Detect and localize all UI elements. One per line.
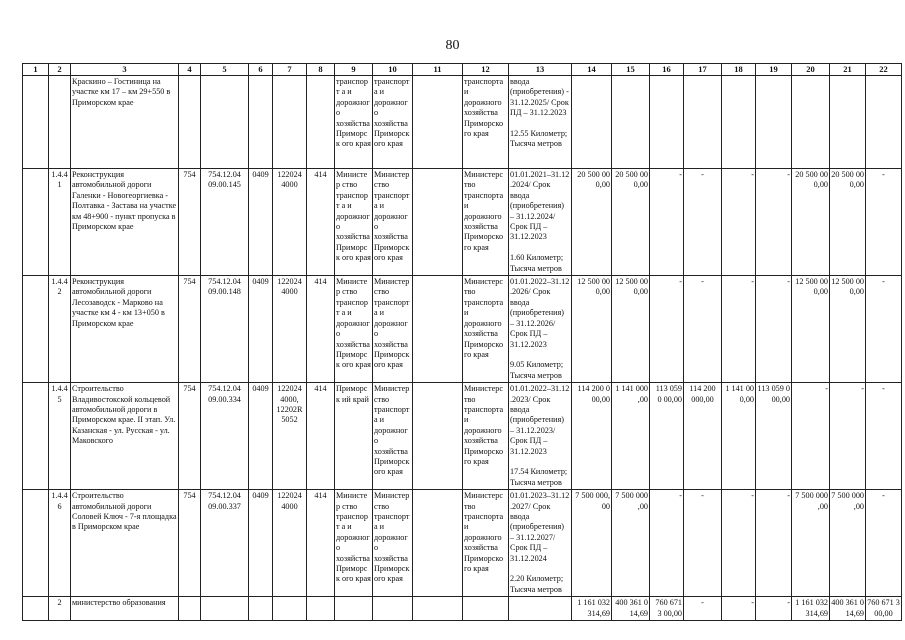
table-cell-col-15: 400 361 0 14,69 <box>612 597 650 621</box>
budget-table <box>22 63 902 621</box>
table-cell-col-2 <box>49 76 71 169</box>
table-cell-col-21: 7 500 000 ,00 <box>830 490 866 597</box>
table-cell-col-1 <box>23 597 49 621</box>
table-cell-col-20: 20 500 00 0,00 <box>792 169 830 276</box>
table-cell-col-6 <box>249 76 273 169</box>
table-cell-col-14: 12 500 00 0,00 <box>572 276 612 383</box>
table-cell-col-17: - <box>684 597 722 621</box>
table-cell-col-5 <box>201 76 249 169</box>
table-cell-col-3: Строительство автомобильной дороги Соловей Ключ - 7-я площадка в Приморском крае <box>71 490 179 597</box>
table-cell-col-11 <box>413 490 463 597</box>
table-cell-col-3: министерство образования <box>71 597 179 621</box>
table-cell-col-1 <box>23 169 49 276</box>
table-row <box>23 597 902 621</box>
table-cell-col-1 <box>23 76 49 169</box>
table-cell-col-5 <box>201 597 249 621</box>
table-cell-col-13 <box>509 597 572 621</box>
table-cell-col-20: - <box>792 383 830 490</box>
header-cell: 8 <box>307 64 335 76</box>
header-cell: 1 <box>23 64 49 76</box>
table-cell-col-6 <box>249 597 273 621</box>
table-cell-col-16: 113 059 0 00,00 <box>650 383 684 490</box>
table-cell-col-15 <box>612 76 650 169</box>
table-cell-col-8: 414 <box>307 169 335 276</box>
table-cell-col-2: 1.4.46 <box>49 490 71 597</box>
table-cell-col-16: - <box>650 169 684 276</box>
table-cell-col-20: 7 500 000 ,00 <box>792 490 830 597</box>
table-cell-col-18: 1 141 00 0,00 <box>722 383 756 490</box>
header-cell: 13 <box>509 64 572 76</box>
table-cell-col-1 <box>23 383 49 490</box>
table-cell-col-17: - <box>684 169 722 276</box>
header-cell: 2 <box>49 64 71 76</box>
table-cell-col-14: 1 161 032 314,69 <box>572 597 612 621</box>
table-cell-col-4: 754 <box>179 169 201 276</box>
header-cell: 9 <box>335 64 373 76</box>
table-cell-col-13: 01.01.2022–31.12 .2023/ Срок ввода (приобретения) – 31.12.2023/ Срок ПД – 31.12.2023 17.54 Километр; Тысяча метров <box>509 383 572 490</box>
table-cell-col-20: 1 161 032 314,69 <box>792 597 830 621</box>
table-cell-col-9: Министер ство транспорт а и дорожног о хозяйства Приморск ого края <box>335 276 373 383</box>
header-cell: 5 <box>201 64 249 76</box>
table-cell-col-12: Министерс тво транспорта и дорожного хозяйства Приморско го края <box>463 383 509 490</box>
table-cell-col-12 <box>463 597 509 621</box>
table-cell-col-16 <box>650 76 684 169</box>
table-cell-col-4 <box>179 597 201 621</box>
table-cell-col-15: 7 500 000 ,00 <box>612 490 650 597</box>
table-cell-col-6: 0409 <box>249 383 273 490</box>
table-cell-col-11 <box>413 76 463 169</box>
table-cell-col-2: 2 <box>49 597 71 621</box>
table-cell-col-14: 114 200 0 00,00 <box>572 383 612 490</box>
table-cell-col-19: 113 059 0 00,00 <box>756 383 792 490</box>
table-cell-col-13: ввода (приобретения) - 31.12.2025/ Срок ПД – 31.12.2023 12.55 Километр; Тысяча метров <box>509 76 572 169</box>
table-cell-col-18: - <box>722 276 756 383</box>
table-cell-col-11 <box>413 169 463 276</box>
table-cell-col-8 <box>307 597 335 621</box>
header-cell: 16 <box>650 64 684 76</box>
table-cell-col-5: 754.12.04 09.00.334 <box>201 383 249 490</box>
header-cell: 3 <box>71 64 179 76</box>
header-cell: 6 <box>249 64 273 76</box>
table-cell-col-10: Министер ство транспорт а и дорожног о хозяйства Приморск ого края <box>373 169 413 276</box>
header-cell: 7 <box>273 64 307 76</box>
table-cell-col-4: 754 <box>179 276 201 383</box>
table-cell-col-15: 20 500 00 0,00 <box>612 169 650 276</box>
table-cell-col-22: 760 671 3 00,00 <box>866 597 902 621</box>
table-cell-col-3: Краскино – Гостиница на участке км 17 – км 29+550 в Приморском крае <box>71 76 179 169</box>
table-cell-col-11 <box>413 276 463 383</box>
header-row <box>23 64 902 76</box>
table-cell-col-7: 122024 4000 <box>273 169 307 276</box>
table-row <box>23 490 902 597</box>
table-cell-col-19: - <box>756 490 792 597</box>
table-cell-col-8: 414 <box>307 276 335 383</box>
table-cell-col-14: 7 500 000, 00 <box>572 490 612 597</box>
table-cell-col-1 <box>23 276 49 383</box>
table-cell-col-14 <box>572 76 612 169</box>
table-cell-col-8: 414 <box>307 383 335 490</box>
table-row <box>23 169 902 276</box>
table-cell-col-7 <box>273 597 307 621</box>
table-cell-col-9: транспорт а и дорожног о хозяйства Приморск ого края <box>335 76 373 169</box>
table-cell-col-2: 1.4.42 <box>49 276 71 383</box>
table-cell-col-11 <box>413 383 463 490</box>
table-cell-col-19: - <box>756 169 792 276</box>
header-cell: 14 <box>572 64 612 76</box>
table-cell-col-3: Реконструкция автомобильной дороги Галенки - Новогеоргиевка - Полтавка - Застава на участке км 48+900 - пункт пропуска в Приморском крае <box>71 169 179 276</box>
table-cell-col-12: Министерс тво транспорта и дорожного хозяйства Приморско го края <box>463 276 509 383</box>
table-cell-col-12: транспорта и дорожного хозяйства Приморско го края <box>463 76 509 169</box>
table-cell-col-22 <box>866 76 902 169</box>
table-cell-col-4 <box>179 76 201 169</box>
table-cell-col-2: 1.4.41 <box>49 169 71 276</box>
table-cell-col-7: 122024 4000 <box>273 276 307 383</box>
table-cell-col-16: 760 671 3 00,00 <box>650 597 684 621</box>
table-cell-col-21 <box>830 76 866 169</box>
table-cell-col-5: 754.12.04 09.00.337 <box>201 490 249 597</box>
table-cell-col-6: 0409 <box>249 276 273 383</box>
table-cell-col-18 <box>722 76 756 169</box>
table-cell-col-8 <box>307 76 335 169</box>
table-cell-col-22: - <box>866 276 902 383</box>
table-cell-col-6: 0409 <box>249 169 273 276</box>
table-cell-col-9: Министер ство транспорт а и дорожног о хозяйства Приморск ого края <box>335 169 373 276</box>
table-cell-col-6: 0409 <box>249 490 273 597</box>
table-cell-col-12: Министерс тво транспорта и дорожного хозяйства Приморско го края <box>463 490 509 597</box>
page-number: 80 <box>445 38 460 53</box>
table-cell-col-9 <box>335 597 373 621</box>
table-cell-col-18: - <box>722 597 756 621</box>
table-cell-col-9: Приморск ий край <box>335 383 373 490</box>
table-cell-col-3: Реконструкция автомобильной дороги Лесозаводск - Марково на участке км 4 - км 13+050 в Приморском крае <box>71 276 179 383</box>
table-row <box>23 76 902 169</box>
table-cell-col-4: 754 <box>179 490 201 597</box>
table-cell-col-1 <box>23 490 49 597</box>
table-cell-col-19: - <box>756 276 792 383</box>
table-cell-col-13: 01.01.2021–31.12 .2024/ Срок ввода (приобретения) – 31.12.2024/ Срок ПД – 31.12.2023 1.60 Километр; Тысяча метров <box>509 169 572 276</box>
table-row <box>23 383 902 490</box>
header-cell: 4 <box>179 64 201 76</box>
header-cell: 22 <box>866 64 902 76</box>
table-cell-col-9: Министер ство транспорт а и дорожног о хозяйства Приморск ого края <box>335 490 373 597</box>
table-cell-col-4: 754 <box>179 383 201 490</box>
table-cell-col-5: 754.12.04 09.00.145 <box>201 169 249 276</box>
table-cell-col-8: 414 <box>307 490 335 597</box>
table-cell-col-21: 12 500 00 0,00 <box>830 276 866 383</box>
table-cell-col-17 <box>684 76 722 169</box>
header-cell: 12 <box>463 64 509 76</box>
table-cell-col-5: 754.12.04 09.00.148 <box>201 276 249 383</box>
table-cell-col-22: - <box>866 383 902 490</box>
table-cell-col-20: 12 500 00 0,00 <box>792 276 830 383</box>
table-cell-col-18: - <box>722 169 756 276</box>
header-cell: 15 <box>612 64 650 76</box>
table-cell-col-2: 1.4.45 <box>49 383 71 490</box>
table-row <box>23 276 902 383</box>
table-cell-col-12: Министерс тво транспорта и дорожного хозяйства Приморско го края <box>463 169 509 276</box>
header-cell: 11 <box>413 64 463 76</box>
table-cell-col-19 <box>756 76 792 169</box>
table-cell-col-21: 20 500 00 0,00 <box>830 169 866 276</box>
header-cell: 21 <box>830 64 866 76</box>
header-cell: 10 <box>373 64 413 76</box>
table-cell-col-20 <box>792 76 830 169</box>
table-cell-col-7: 122024 4000, 12202R 5052 <box>273 383 307 490</box>
table-cell-col-3: Строительство Владивостокской кольцевой автомобильной дороги в Приморском крае. II этап. Ул. Казанская - ул. Русская - ул. Маковского <box>71 383 179 490</box>
table-cell-col-22: - <box>866 169 902 276</box>
table-cell-col-16: - <box>650 490 684 597</box>
table-cell-col-15: 1 141 000 ,00 <box>612 383 650 490</box>
header-cell: 18 <box>722 64 756 76</box>
table-cell-col-16: - <box>650 276 684 383</box>
header-cell: 20 <box>792 64 830 76</box>
table-cell-col-17: - <box>684 276 722 383</box>
table-cell-col-18: - <box>722 490 756 597</box>
table-cell-col-21: 400 361 0 14,69 <box>830 597 866 621</box>
table-cell-col-15: 12 500 00 0,00 <box>612 276 650 383</box>
table-cell-col-22: - <box>866 490 902 597</box>
table-cell-col-10: транспорт а и дорожног о хозяйства Приморск ого края <box>373 76 413 169</box>
header-cell: 17 <box>684 64 722 76</box>
table-cell-col-14: 20 500 00 0,00 <box>572 169 612 276</box>
table-cell-col-17: - <box>684 490 722 597</box>
table-cell-col-10 <box>373 597 413 621</box>
table-cell-col-21: - <box>830 383 866 490</box>
table-cell-col-13: 01.01.2022–31.12 .2026/ Срок ввода (приобретения) – 31.12.2026/ Срок ПД – 31.12.2023 9.05 Километр; Тысяча метров <box>509 276 572 383</box>
table-cell-col-17: 114 200 000,00 <box>684 383 722 490</box>
header-cell: 19 <box>756 64 792 76</box>
table-cell-col-10: Министер ство транспорт а и дорожног о хозяйства Приморск ого края <box>373 383 413 490</box>
table-cell-col-10: Министер ство транспорт а и дорожног о хозяйства Приморск ого края <box>373 276 413 383</box>
table-cell-col-7: 122024 4000 <box>273 490 307 597</box>
table-cell-col-7 <box>273 76 307 169</box>
table-cell-col-19: - <box>756 597 792 621</box>
table-cell-col-11 <box>413 597 463 621</box>
table-cell-col-13: 01.01.2023–31.12 .2027/ Срок ввода (приобретения) – 31.12.2027/ Срок ПД – 31.12.2024 2.20 Километр; Тысяча метров <box>509 490 572 597</box>
table-cell-col-10: Министер ство транспорт а и дорожног о хозяйства Приморск ого края <box>373 490 413 597</box>
